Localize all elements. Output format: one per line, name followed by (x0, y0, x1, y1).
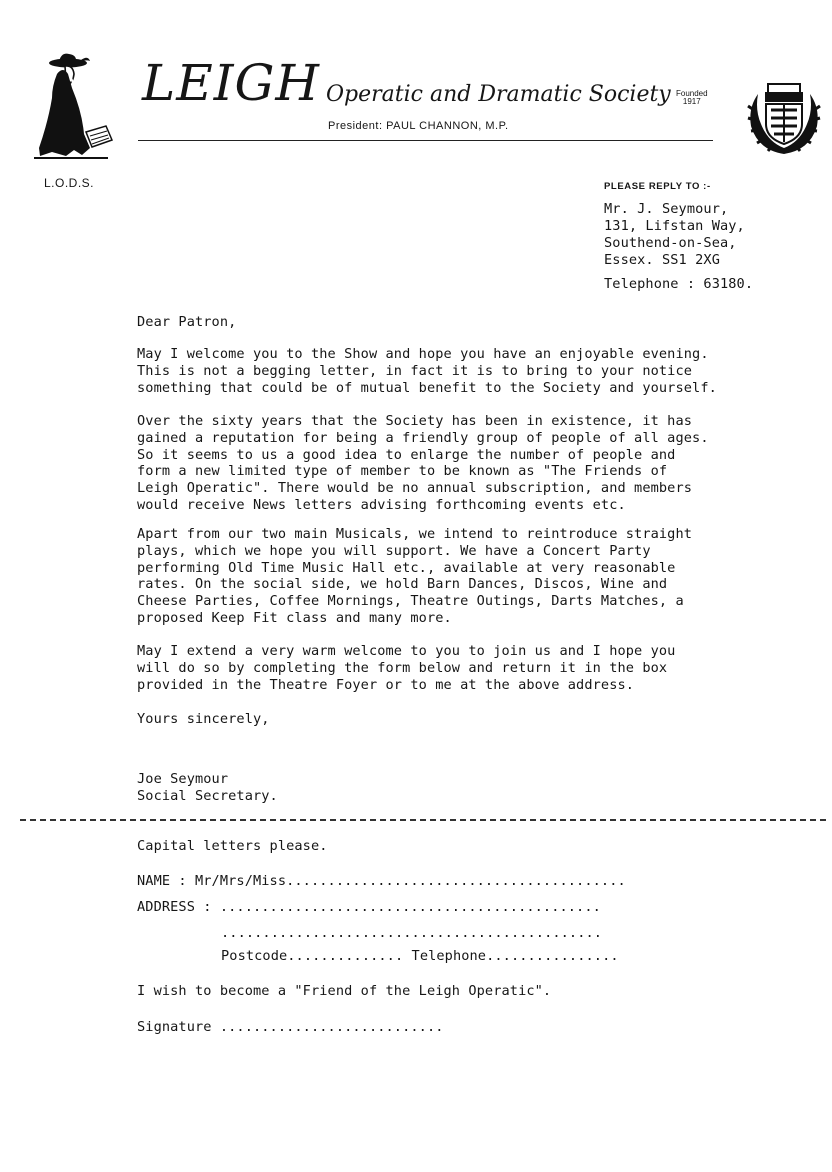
paragraph-line: Cheese Parties, Coffee Mornings, Theatre Outings, Darts Matches, a (137, 593, 684, 610)
tear-off-line (20, 819, 826, 821)
letter-paragraph (137, 346, 757, 396)
paragraph-line: Leigh Operatic". There would be no annual subscription, and members (137, 480, 693, 497)
paragraph-line: Over the sixty years that the Society has been in existence, it has (137, 413, 693, 429)
reply-address-line: Southend-on-Sea, (604, 235, 737, 251)
founded-label: Founded (676, 89, 708, 98)
founded-year: 1917 (682, 97, 701, 107)
address-field-line-2[interactable]: .............................................. (221, 925, 603, 941)
salutation-text: Dear Patron, (137, 314, 237, 330)
paragraph-line: rates. On the social side, we hold Barn Dances, Discos, Wine and (137, 576, 668, 593)
signature-field[interactable]: Signature ........................... (137, 1019, 444, 1035)
president-line: President: PAUL CHANNON, M.P. (328, 120, 509, 132)
paragraph-line: May I welcome you to the Show and hope you have an enjoyable evening. (137, 346, 709, 362)
paragraph-line: provided in the Theatre Foyer or to me at the above address. (137, 676, 635, 693)
paragraph-line: proposed Keep Fit class and many more. (137, 609, 452, 626)
letterhead-title: LEIGH (142, 54, 320, 112)
membership-statement: I wish to become a "Friend of the Leigh Operatic". (137, 983, 552, 999)
paragraph-line: plays, which we hope you will support. We have a Concert Party (137, 542, 651, 559)
postcode-telephone-field[interactable]: Postcode.............. Telephone................ (221, 948, 619, 964)
society-crest-icon (744, 80, 824, 160)
letter-paragraph (137, 643, 757, 693)
paragraph-line: will do so by completing the form below and return it in the box (137, 659, 668, 676)
reply-address-line: Essex. SS1 2XG (604, 252, 720, 268)
paragraph-line: May I extend a very warm welcome to you to join us and I hope you (137, 643, 676, 659)
paragraph-line: This is not a begging letter, in fact it is to bring to your notice (137, 362, 693, 379)
paragraph-line: performing Old Time Music Hall etc., available at very reasonable (137, 559, 676, 576)
founded-note (676, 90, 708, 107)
paragraph-line: So it seems to us a good idea to enlarge the number of people and (137, 446, 676, 463)
signatory-block (137, 771, 757, 805)
salutation (137, 314, 757, 331)
letterhead-rule (138, 140, 713, 141)
letterhead-society: Operatic and Dramatic Society (326, 82, 671, 107)
lods-monogram: L.O.D.S. (44, 176, 95, 190)
lods-logo-figure (30, 52, 120, 164)
letter-paragraph (137, 413, 757, 514)
reply-to-heading: PLEASE REPLY TO :- (604, 181, 711, 192)
address-field[interactable]: ADDRESS : .............................................. (137, 899, 601, 915)
signatory-title: Social Secretary. (137, 787, 278, 804)
letter-paragraph (137, 526, 757, 627)
form-caption: Capital letters please. (137, 838, 328, 854)
reply-telephone: Telephone : 63180. (604, 276, 754, 292)
paragraph-line: would receive News letters advising forthcoming events etc. (137, 496, 626, 513)
name-field[interactable]: NAME : Mr/Mrs/Miss......................................... (137, 873, 626, 889)
paragraph-line: something that could be of mutual benefit to the Society and yourself. (137, 379, 717, 396)
reply-address-line: Mr. J. Seymour, (604, 201, 729, 217)
paragraph-line: form a new limited type of member to be known as "The Friends of (137, 463, 668, 480)
closing-text: Yours sincerely, (137, 711, 270, 727)
reply-address-line: 131, Lifstan Way, (604, 218, 745, 234)
signatory-name: Joe Seymour (137, 771, 229, 787)
paragraph-line: Apart from our two main Musicals, we intend to reintroduce straight (137, 526, 693, 542)
closing (137, 711, 757, 728)
paragraph-line: gained a reputation for being a friendly group of people of all ages. (137, 429, 709, 446)
